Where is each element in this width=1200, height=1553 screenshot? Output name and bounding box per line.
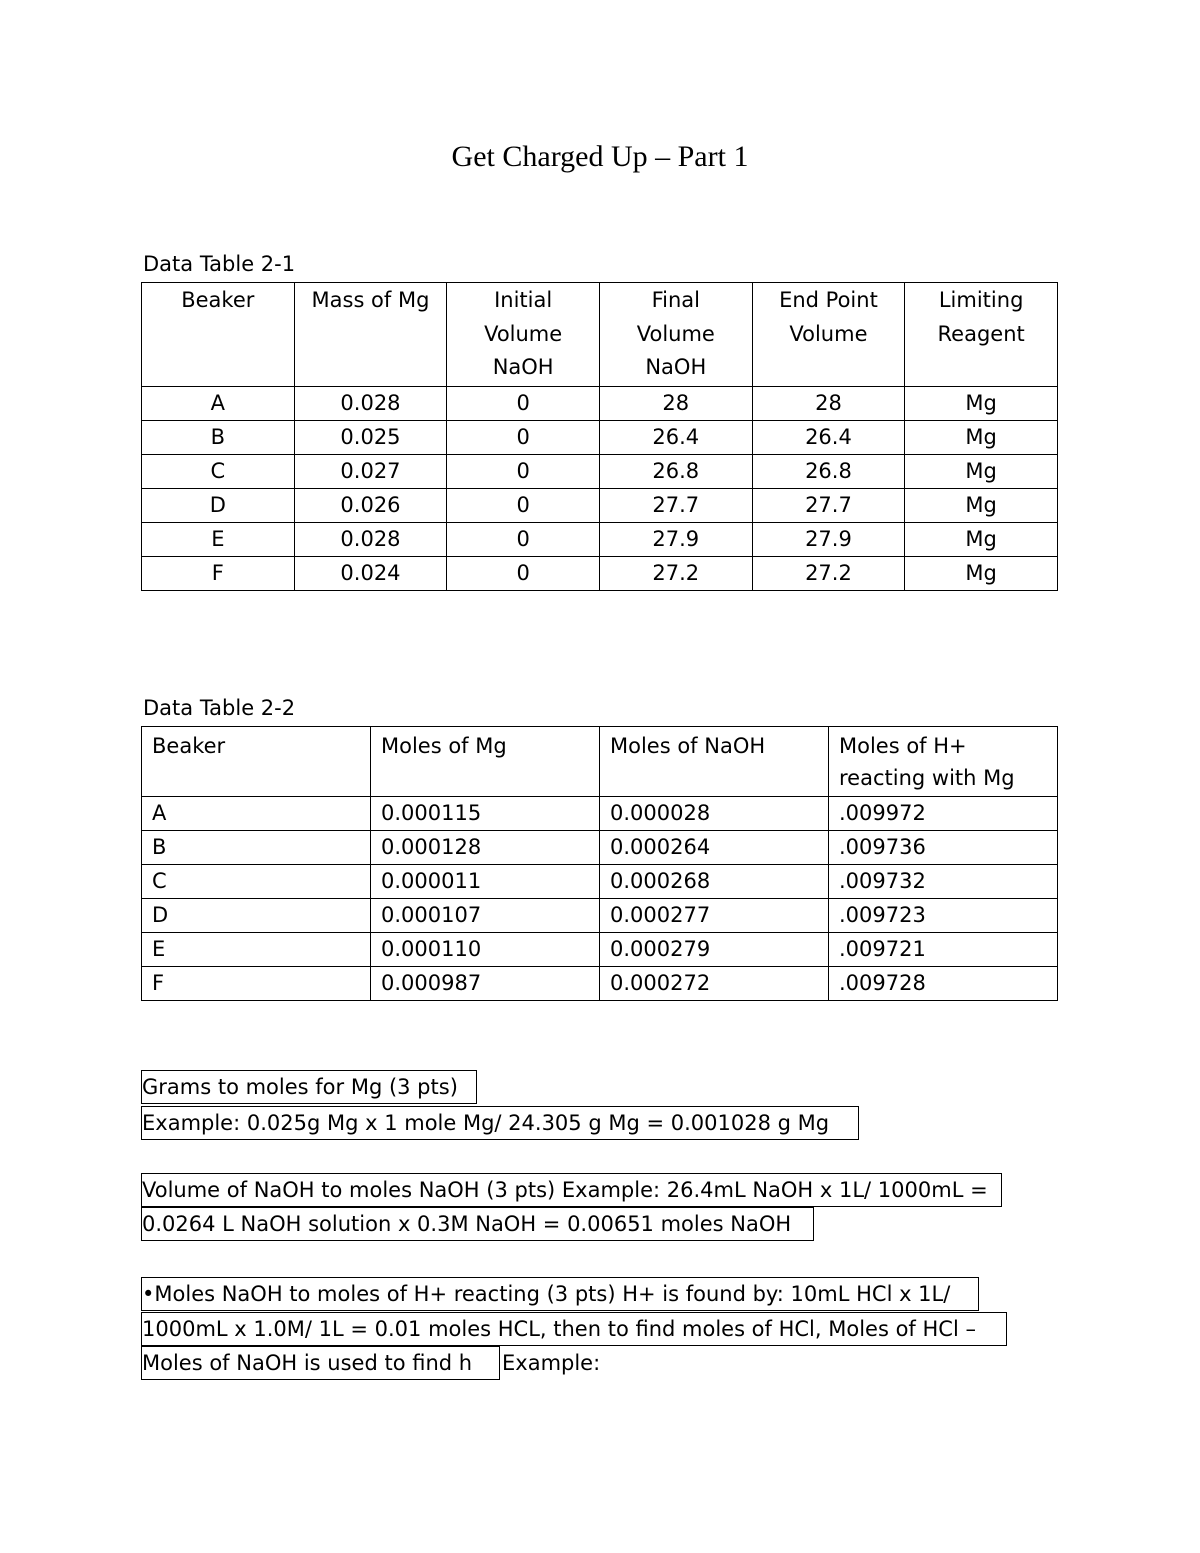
table-cell: A [142, 386, 295, 420]
table-cell: 0.000264 [600, 831, 829, 865]
table-cell: 0.000987 [371, 967, 600, 1001]
column-header [294, 283, 447, 387]
table-cell: 27.7 [599, 488, 752, 522]
column-header-line: Beaker [152, 734, 226, 758]
volume-line2-box: 0.0264 L NaOH solution x 0.3M NaOH = 0.00651 moles NaOH [141, 1207, 814, 1241]
table-cell: 0.000011 [371, 865, 600, 899]
table-cell: C [142, 454, 295, 488]
column-header-line: Reagent [937, 321, 1025, 346]
table-row [142, 488, 1058, 522]
column-header [447, 283, 600, 387]
table-cell: F [142, 556, 295, 590]
table-cell: 26.8 [752, 454, 905, 488]
table-row [142, 522, 1058, 556]
data-table-2-1 [141, 282, 1058, 591]
table-cell: 27.2 [599, 556, 752, 590]
table-cell: 26.8 [599, 454, 752, 488]
table-cell: .009721 [829, 933, 1058, 967]
table-cell: 0.026 [294, 488, 447, 522]
grams-heading-box: Grams to moles for Mg (3 pts) [141, 1070, 477, 1104]
moles-line2-box: 1000mL x 1.0M/ 1L = 0.01 moles HCL, then to find moles of HCl, Moles of HCl – [141, 1312, 1007, 1346]
table-cell: Mg [905, 522, 1058, 556]
table-cell: 0.000268 [600, 865, 829, 899]
table-header-row [142, 283, 1058, 387]
column-header-line: Beaker [181, 288, 255, 312]
table-cell: 0.000110 [371, 933, 600, 967]
table-cell: 26.4 [752, 420, 905, 454]
table-cell: 28 [752, 386, 905, 420]
table2-caption: Data Table 2-2 [143, 696, 296, 720]
data-table-2-2 [141, 726, 1058, 1001]
table1-caption: Data Table 2-1 [143, 252, 296, 276]
column-header-line: Initial [494, 288, 553, 312]
table-cell: 26.4 [599, 420, 752, 454]
table-cell: 0.000279 [600, 933, 829, 967]
column-header-line: Mass of Mg [311, 288, 430, 312]
column-header [142, 283, 295, 387]
table-cell: 0.025 [294, 420, 447, 454]
volume-line1-box: Volume of NaOH to moles NaOH (3 pts) Example: 26.4mL NaOH x 1L/ 1000mL = [141, 1173, 1002, 1207]
column-header-line: End Point [779, 288, 878, 312]
table-row [142, 933, 1058, 967]
table-row [142, 420, 1058, 454]
table-cell: B [142, 831, 371, 865]
table-cell: A [142, 797, 371, 831]
table-cell: .009728 [829, 967, 1058, 1001]
table-cell: 0.027 [294, 454, 447, 488]
column-header-line: Limiting [938, 288, 1024, 312]
column-header-line: Moles of Mg [381, 734, 507, 758]
table-row [142, 831, 1058, 865]
table-row [142, 899, 1058, 933]
table-cell: Mg [905, 454, 1058, 488]
table-cell: 0 [447, 556, 600, 590]
table-cell: 0.024 [294, 556, 447, 590]
column-header [142, 727, 371, 797]
column-header [371, 727, 600, 797]
table-header-row [142, 727, 1058, 797]
table-cell: 0.028 [294, 522, 447, 556]
table-cell: C [142, 865, 371, 899]
column-header [905, 283, 1058, 387]
table-cell: E [142, 933, 371, 967]
table-cell: 28 [599, 386, 752, 420]
table-cell: 0 [447, 522, 600, 556]
table-row [142, 454, 1058, 488]
table-cell: 0 [447, 488, 600, 522]
column-header [829, 727, 1058, 797]
table-cell: F [142, 967, 371, 1001]
moles-line3-box: Moles of NaOH is used to find h [141, 1346, 500, 1380]
table-cell: D [142, 899, 371, 933]
table-cell: .009972 [829, 797, 1058, 831]
table-cell: D [142, 488, 295, 522]
table-cell: Mg [905, 556, 1058, 590]
table-cell: E [142, 522, 295, 556]
moles-line3-tail: Example: [502, 1351, 601, 1375]
table-cell: .009723 [829, 899, 1058, 933]
table-cell: Mg [905, 488, 1058, 522]
table-cell: 0.000272 [600, 967, 829, 1001]
table-cell: 0.000277 [600, 899, 829, 933]
column-header [599, 283, 752, 387]
column-header-line: Moles of H+ [839, 734, 967, 758]
table-cell: 0.028 [294, 386, 447, 420]
table-row [142, 967, 1058, 1001]
table-cell: 0.000115 [371, 797, 600, 831]
column-header-line: reacting with Mg [839, 766, 1015, 790]
table-cell: Mg [905, 420, 1058, 454]
table-row [142, 865, 1058, 899]
table-row [142, 556, 1058, 590]
column-header-line: NaOH [492, 355, 554, 379]
table-row [142, 797, 1058, 831]
table-cell: Mg [905, 386, 1058, 420]
column-header-line: Volume [636, 321, 715, 346]
table-cell: B [142, 420, 295, 454]
table-cell: 27.2 [752, 556, 905, 590]
column-header [600, 727, 829, 797]
column-header-line: Moles of NaOH [610, 734, 766, 758]
page-title: Get Charged Up – Part 1 [451, 140, 749, 173]
table-cell: 27.9 [599, 522, 752, 556]
column-header-line: Final [651, 288, 700, 312]
column-header-line: Volume [789, 321, 868, 346]
table-cell: 0.000028 [600, 797, 829, 831]
column-header [752, 283, 905, 387]
table-cell: 0.000128 [371, 831, 600, 865]
moles-line1-box: •Moles NaOH to moles of H+ reacting (3 pts) H+ is found by: 10mL HCl x 1L/ [141, 1277, 979, 1311]
table-cell: 0.000107 [371, 899, 600, 933]
table-cell: .009732 [829, 865, 1058, 899]
column-header-line: NaOH [645, 355, 707, 379]
table-cell: .009736 [829, 831, 1058, 865]
table-row [142, 386, 1058, 420]
grams-example-box: Example: 0.025g Mg x 1 mole Mg/ 24.305 g Mg = 0.001028 g Mg [141, 1106, 859, 1140]
table-cell: 27.7 [752, 488, 905, 522]
column-header-line: Volume [484, 321, 563, 346]
table-cell: 0 [447, 386, 600, 420]
table-cell: 0 [447, 454, 600, 488]
table-cell: 0 [447, 420, 600, 454]
table-cell: 27.9 [752, 522, 905, 556]
